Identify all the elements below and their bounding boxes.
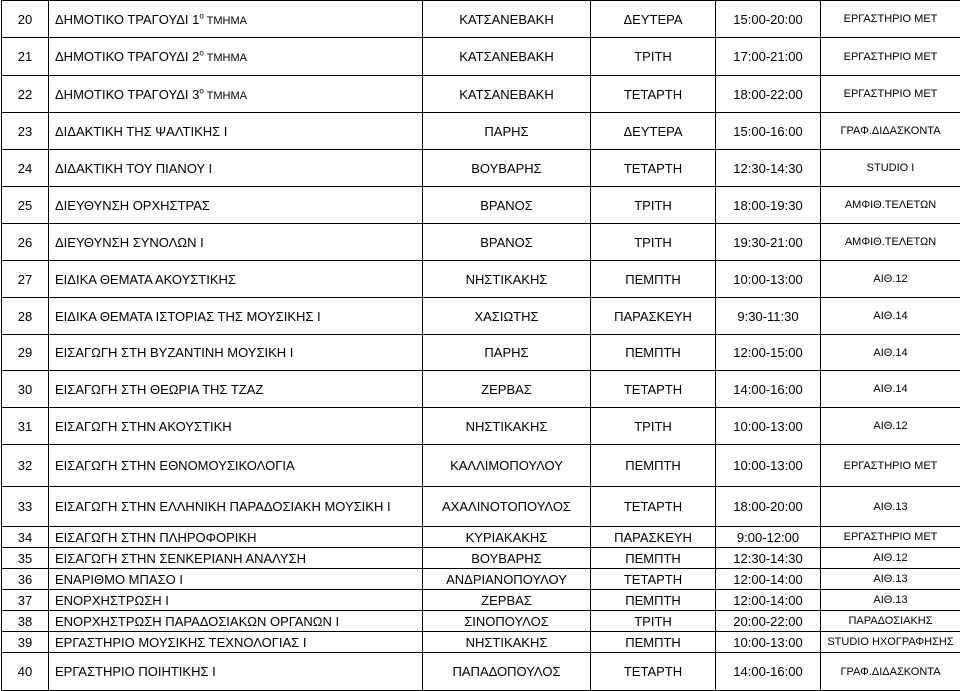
course-cell: ΕΙΣΑΓΩΓΗ ΣΤΗΝ ΠΛΗΡΟΦΟΡΙΚΗ: [49, 527, 423, 548]
time-cell: 9:00-12:00: [716, 527, 821, 548]
course-cell: [49, 38, 423, 76]
time-cell: 18:00-20:00: [716, 487, 821, 527]
table-row: [2, 487, 960, 527]
table-row: [2, 76, 960, 113]
room-cell: ΑΙΘ.12: [821, 261, 960, 298]
room-cell: ΠΑΡΑΔΟΣΙΑΚΗΣ: [821, 611, 960, 632]
course-cell: ΕΙΔΙΚΑ ΘΕΜΑΤΑ ΙΣΤΟΡΙΑΣ ΤΗΣ ΜΟΥΣΙΚΗΣ Ι: [49, 298, 423, 335]
row-number-cell: 37: [2, 590, 49, 611]
day-cell: ΤΡΙΤΗ: [591, 224, 716, 261]
table-row: [2, 632, 960, 653]
row-number-cell: 22: [2, 76, 49, 113]
time-cell: 12:00-14:00: [716, 569, 821, 590]
course-cell: ΕΙΣΑΓΩΓΗ ΣΤΗΝ ΣΕΝΚΕΡΙΑΝΗ ΑΝΑΛΥΣΗ: [49, 548, 423, 569]
table-row: [2, 38, 960, 76]
table-row: [2, 590, 960, 611]
day-cell: ΤΕΤΑΡΤΗ: [591, 76, 716, 113]
table-row: [2, 371, 960, 408]
teacher-cell: ΣΙΝΟΠΟΥΛΟΣ: [423, 611, 591, 632]
time-cell: 20:00-22:00: [716, 611, 821, 632]
day-cell: ΤΡΙΤΗ: [591, 38, 716, 76]
course-cell: ΕΝΑΡΙΘΜΟ ΜΠΑΣΟ Ι: [49, 569, 423, 590]
room-cell: ΕΡΓΑΣΤΗΡΙΟ ΜΕΤ: [821, 38, 960, 76]
table-row: [2, 653, 960, 691]
table-row: [2, 445, 960, 487]
table-row: [2, 569, 960, 590]
row-number-cell: 39: [2, 632, 49, 653]
day-cell: ΔΕΥΤΕΡΑ: [591, 1, 716, 38]
row-number-cell: 24: [2, 150, 49, 187]
room-cell: ΑΙΘ.12: [821, 548, 960, 569]
section-ordinal: ο: [199, 49, 203, 58]
table-row: [2, 150, 960, 187]
time-cell: 18:00-19:30: [716, 187, 821, 224]
room-cell: ΕΡΓΑΣΤΗΡΙΟ ΜΕΤ: [821, 445, 960, 487]
section-number: 2: [192, 49, 199, 64]
table-row: [2, 261, 960, 298]
row-number-cell: 32: [2, 445, 49, 487]
course-cell: ΕΙΣΑΓΩΓΗ ΣΤΗ ΘΕΩΡΙΑ ΤΗΣ ΤΖΑΖ: [49, 371, 423, 408]
teacher-cell: ΒΟΥΒΑΡΗΣ: [423, 548, 591, 569]
course-cell: ΕΝΟΡΧΗΣΤΡΩΣΗ Ι: [49, 590, 423, 611]
section-number: 3: [192, 87, 199, 102]
day-cell: ΤΡΙΤΗ: [591, 187, 716, 224]
row-number-cell: 20: [2, 1, 49, 38]
time-cell: 10:00-13:00: [716, 445, 821, 487]
time-cell: 10:00-13:00: [716, 632, 821, 653]
day-cell: ΠΕΜΠΤΗ: [591, 590, 716, 611]
row-number-cell: 27: [2, 261, 49, 298]
course-cell: ΔΙΔΑΚΤΙΚΗ ΤΟΥ ΠΙΑΝΟΥ Ι: [49, 150, 423, 187]
time-cell: 9:30-11:30: [716, 298, 821, 335]
table-row: [2, 1, 960, 38]
room-cell: ΑΜΦΙΘ.ΤΕΛΕΤΩΝ: [821, 187, 960, 224]
time-cell: 15:00-16:00: [716, 113, 821, 150]
teacher-cell: ΑΝΔΡΙΑΝΟΠΟΥΛΟΥ: [423, 569, 591, 590]
course-cell: ΕΙΣΑΓΩΓΗ ΣΤΗΝ ΕΘΝΟΜΟΥΣΙΚΟΛΟΓΙΑ: [49, 445, 423, 487]
day-cell: ΠΕΜΠΤΗ: [591, 632, 716, 653]
course-cell: [49, 1, 423, 38]
time-cell: 14:00-16:00: [716, 371, 821, 408]
section-label: ΤΜΗΜΑ: [204, 15, 247, 27]
schedule-body: [2, 1, 960, 691]
course-cell: ΕΙΔΙΚΑ ΘΕΜΑΤΑ ΑΚΟΥΣΤΙΚΗΣ: [49, 261, 423, 298]
day-cell: ΤΕΤΑΡΤΗ: [591, 150, 716, 187]
section-ordinal: ο: [199, 11, 203, 20]
time-cell: 14:00-16:00: [716, 653, 821, 691]
teacher-cell: ΚΑΤΣΑΝΕΒΑΚΗ: [423, 1, 591, 38]
day-cell: ΤΕΤΑΡΤΗ: [591, 487, 716, 527]
course-cell: [49, 76, 423, 113]
course-cell: ΕΡΓΑΣΤΗΡΙΟ ΠΟΙΗΤΙΚΗΣ Ι: [49, 653, 423, 691]
teacher-cell: ΝΗΣΤΙΚΑΚΗΣ: [423, 261, 591, 298]
room-cell: ΑΙΘ.12: [821, 408, 960, 445]
course-cell: ΕΙΣΑΓΩΓΗ ΣΤΗΝ ΕΛΛΗΝΙΚΗ ΠΑΡΑΔΟΣΙΑΚΗ ΜΟΥΣΙΚΗ Ι: [49, 487, 423, 527]
room-cell: STUDIO ΗΧΟΓΡΑΦΗΣΗΣ: [821, 632, 960, 653]
teacher-cell: ΖΕΡΒΑΣ: [423, 371, 591, 408]
course-name: ΔΗΜΟΤΙΚΟ ΤΡΑΓΟΥΔΙ: [55, 49, 189, 64]
table-row: [2, 335, 960, 371]
section-label: ΤΜΗΜΑ: [204, 90, 247, 102]
row-number-cell: 26: [2, 224, 49, 261]
teacher-cell: ΒΡΑΝΟΣ: [423, 187, 591, 224]
teacher-cell: ΠΑΠΑΔΟΠΟΥΛΟΣ: [423, 653, 591, 691]
time-cell: 12:00-14:00: [716, 590, 821, 611]
course-cell: ΕΙΣΑΓΩΓΗ ΣΤΗ ΒΥΖΑΝΤΙΝΗ ΜΟΥΣΙΚΗ Ι: [49, 335, 423, 371]
teacher-cell: ΝΗΣΤΙΚΑΚΗΣ: [423, 408, 591, 445]
teacher-cell: ΝΗΣΤΙΚΑΚΗΣ: [423, 632, 591, 653]
row-number-cell: 38: [2, 611, 49, 632]
course-cell: ΕΝΟΡΧΗΣΤΡΩΣΗ ΠΑΡΑΔΟΣΙΑΚΩΝ ΟΡΓΑΝΩΝ Ι: [49, 611, 423, 632]
room-cell: ΑΙΘ.13: [821, 487, 960, 527]
time-cell: 17:00-21:00: [716, 38, 821, 76]
teacher-cell: ΖΕΡΒΑΣ: [423, 590, 591, 611]
room-cell: ΕΡΓΑΣΤΗΡΙΟ ΜΕΤ: [821, 1, 960, 38]
day-cell: ΤΡΙΤΗ: [591, 408, 716, 445]
room-cell: STUDIO I: [821, 150, 960, 187]
table-row: [2, 611, 960, 632]
course-name: ΔΗΜΟΤΙΚΟ ΤΡΑΓΟΥΔΙ: [55, 87, 189, 102]
section-ordinal: ο: [199, 86, 203, 95]
table-row: [2, 408, 960, 445]
room-cell: ΑΜΦΙΘ.ΤΕΛΕΤΩΝ: [821, 224, 960, 261]
day-cell: ΤΕΤΑΡΤΗ: [591, 653, 716, 691]
time-cell: 12:30-14:30: [716, 150, 821, 187]
teacher-cell: ΚΑΤΣΑΝΕΒΑΚΗ: [423, 38, 591, 76]
teacher-cell: ΒΡΑΝΟΣ: [423, 224, 591, 261]
room-cell: ΓΡΑΦ.ΔΙΔΑΣΚΟΝΤΑ: [821, 653, 960, 691]
table-row: [2, 298, 960, 335]
day-cell: ΤΡΙΤΗ: [591, 611, 716, 632]
row-number-cell: 40: [2, 653, 49, 691]
schedule-table: [1, 0, 960, 691]
teacher-cell: ΠΑΡΗΣ: [423, 335, 591, 371]
teacher-cell: ΚΑΛΛΙΜΟΠΟΥΛΟΥ: [423, 445, 591, 487]
row-number-cell: 28: [2, 298, 49, 335]
teacher-cell: ΑΧΑΛΙΝΟΤΟΠΟΥΛΟΣ: [423, 487, 591, 527]
time-cell: 15:00-20:00: [716, 1, 821, 38]
row-number-cell: 21: [2, 38, 49, 76]
row-number-cell: 31: [2, 408, 49, 445]
table-row: [2, 224, 960, 261]
row-number-cell: 36: [2, 569, 49, 590]
row-number-cell: 29: [2, 335, 49, 371]
day-cell: ΠΑΡΑΣΚΕΥΗ: [591, 298, 716, 335]
table-row: [2, 548, 960, 569]
day-cell: ΠΕΜΠΤΗ: [591, 335, 716, 371]
room-cell: ΑΙΘ.14: [821, 335, 960, 371]
room-cell: ΑΙΘ.13: [821, 590, 960, 611]
row-number-cell: 23: [2, 113, 49, 150]
section-number: 1: [192, 12, 199, 27]
day-cell: ΠΕΜΠΤΗ: [591, 261, 716, 298]
section-label: ΤΜΗΜΑ: [204, 52, 247, 64]
teacher-cell: ΧΑΣΙΩΤΗΣ: [423, 298, 591, 335]
table-row: [2, 187, 960, 224]
room-cell: ΕΡΓΑΣΤΗΡΙΟ ΜΕΤ: [821, 76, 960, 113]
room-cell: ΓΡΑΦ.ΔΙΔΑΣΚΟΝΤΑ: [821, 113, 960, 150]
day-cell: ΠΑΡΑΣΚΕΥΗ: [591, 527, 716, 548]
row-number-cell: 33: [2, 487, 49, 527]
course-name: ΔΗΜΟΤΙΚΟ ΤΡΑΓΟΥΔΙ: [55, 12, 189, 27]
course-cell: ΕΙΣΑΓΩΓΗ ΣΤΗΝ ΑΚΟΥΣΤΙΚΗ: [49, 408, 423, 445]
course-cell: ΔΙΔΑΚΤΙΚΗ ΤΗΣ ΨΑΛΤΙΚΗΣ Ι: [49, 113, 423, 150]
course-cell: ΕΡΓΑΣΤΗΡΙΟ ΜΟΥΣΙΚΗΣ ΤΕΧΝΟΛΟΓΙΑΣ Ι: [49, 632, 423, 653]
row-number-cell: 25: [2, 187, 49, 224]
room-cell: ΑΙΘ.14: [821, 298, 960, 335]
day-cell: ΤΕΤΑΡΤΗ: [591, 569, 716, 590]
course-cell: ΔΙΕΥΘΥΝΣΗ ΣΥΝΟΛΩΝ Ι: [49, 224, 423, 261]
row-number-cell: 35: [2, 548, 49, 569]
table-row: [2, 527, 960, 548]
time-cell: 10:00-13:00: [716, 408, 821, 445]
time-cell: 10:00-13:00: [716, 261, 821, 298]
course-cell: ΔΙΕΥΘΥΝΣΗ ΟΡΧΗΣΤΡΑΣ: [49, 187, 423, 224]
teacher-cell: ΠΑΡΗΣ: [423, 113, 591, 150]
room-cell: ΑΙΘ.13: [821, 569, 960, 590]
day-cell: ΔΕΥΤΕΡΑ: [591, 113, 716, 150]
row-number-cell: 30: [2, 371, 49, 408]
table-row: [2, 113, 960, 150]
time-cell: 18:00-22:00: [716, 76, 821, 113]
teacher-cell: ΒΟΥΒΑΡΗΣ: [423, 150, 591, 187]
time-cell: 12:00-15:00: [716, 335, 821, 371]
row-number-cell: 34: [2, 527, 49, 548]
day-cell: ΤΕΤΑΡΤΗ: [591, 371, 716, 408]
day-cell: ΠΕΜΠΤΗ: [591, 445, 716, 487]
teacher-cell: ΚΑΤΣΑΝΕΒΑΚΗ: [423, 76, 591, 113]
room-cell: ΑΙΘ.14: [821, 371, 960, 408]
room-cell: ΕΡΓΑΣΤΗΡΙΟ ΜΕΤ: [821, 527, 960, 548]
time-cell: 12:30-14:30: [716, 548, 821, 569]
day-cell: ΠΕΜΠΤΗ: [591, 548, 716, 569]
time-cell: 19:30-21:00: [716, 224, 821, 261]
teacher-cell: ΚΥΡΙΑΚΑΚΗΣ: [423, 527, 591, 548]
